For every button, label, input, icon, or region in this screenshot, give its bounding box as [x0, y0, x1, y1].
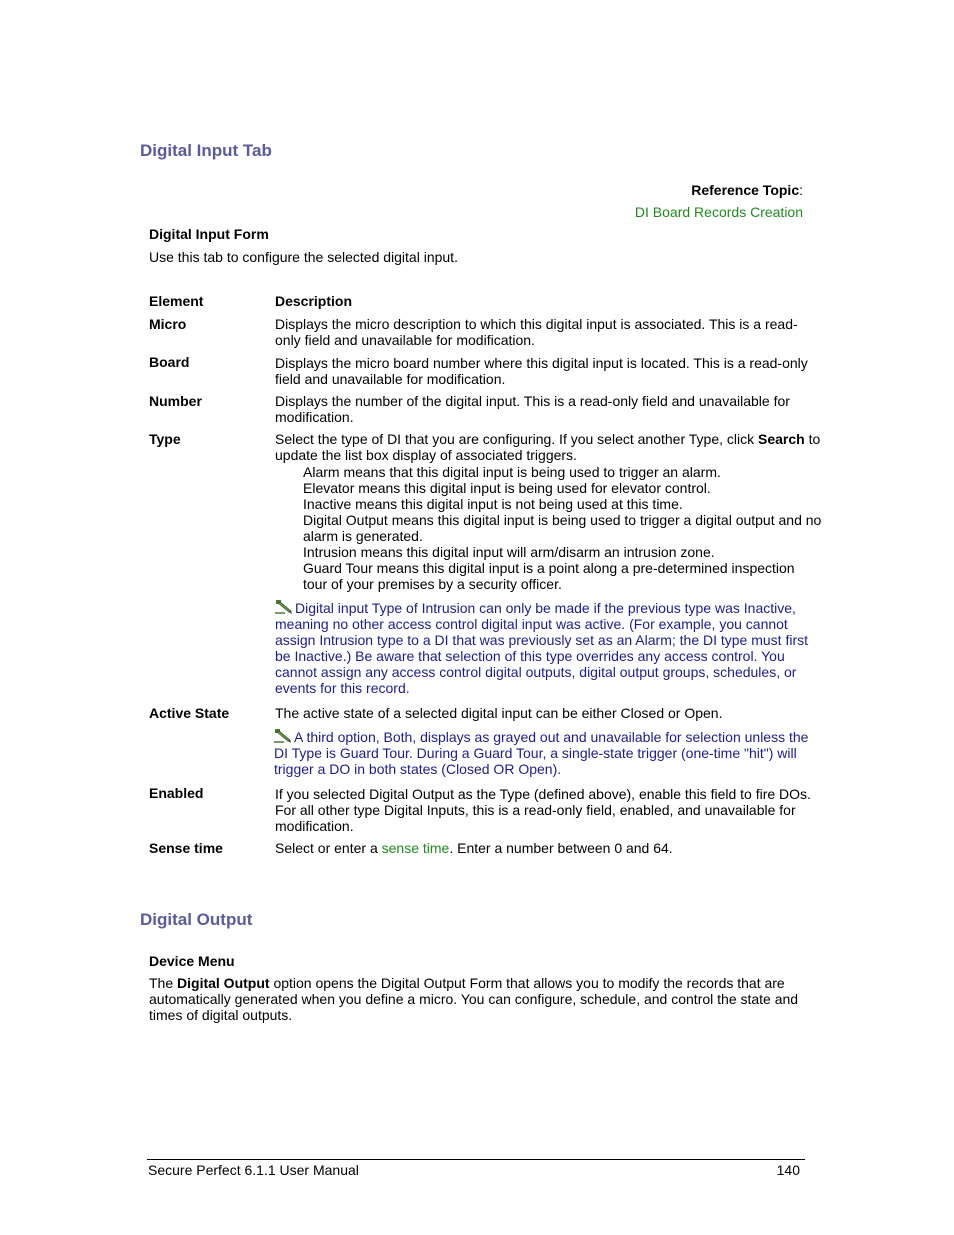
para-text: The: [149, 975, 178, 991]
desc-line: Displays the number of the digital input. This is a read-only field and unavailable for: [275, 393, 790, 409]
col-header-element: Element: [149, 293, 204, 309]
footer-page-number: 140: [776, 1162, 800, 1178]
desc-text: Select the type of DI that you are configuring. If you select another Type, click: [275, 431, 759, 447]
note-intrusion: [275, 599, 808, 696]
element-number: Number: [149, 393, 202, 409]
footer-divider: [147, 1159, 805, 1160]
digital-output-paragraph: [149, 975, 798, 1023]
desc-line: If you selected Digital Output as the Type (defined above), enable this field to fire DOs.: [275, 786, 811, 802]
note-line: assign Intrusion type to a DI that was previously set as an Alarm; the DI type must first: [275, 632, 809, 648]
desc-line: modification.: [275, 409, 354, 425]
note-line: events for this record.: [275, 680, 410, 696]
reference-topic-label: [691, 182, 803, 198]
note-active-state: [274, 728, 808, 777]
digital-output-keyword: Digital Output: [177, 975, 270, 991]
desc-text: Select or enter a: [275, 840, 382, 856]
intro-text: Use this tab to configure the selected digital input.: [149, 249, 458, 265]
element-enabled: Enabled: [149, 785, 204, 801]
element-sense-time: Sense time: [149, 840, 223, 856]
desc-number: [275, 393, 790, 425]
note-line: be Inactive.) Be aware that selection of this type overrides any access control. You: [275, 648, 785, 664]
note-text: A third option, Both, displays as grayed out and unavailable for selection unless the: [294, 729, 809, 745]
desc-text: to: [804, 431, 821, 447]
footer-manual-title: Secure Perfect 6.1.1 User Manual: [148, 1162, 359, 1178]
section-title-digital-input-tab: Digital Input Tab: [140, 141, 272, 160]
desc-line: only field and unavailable for modification.: [275, 332, 535, 348]
desc-micro: [275, 316, 798, 348]
type-option: alarm is generated.: [303, 528, 423, 544]
reference-colon: :: [799, 182, 803, 198]
reference-label: Reference Topic: [691, 182, 800, 198]
device-menu-heading: Device Menu: [149, 953, 235, 969]
desc-line: For all other type Digital Inputs, this is a read-only field, enabled, and unavailable for: [275, 802, 796, 818]
type-option: Guard Tour means this digital input is a point along a pre-determined inspection: [303, 560, 795, 576]
section-title-digital-output: Digital Output: [140, 910, 253, 929]
form-heading: Digital Input Form: [149, 226, 269, 242]
para-text: option opens the Digital Output Form that allows you to modify the records that are: [269, 975, 785, 991]
col-header-description: Description: [275, 293, 353, 309]
desc-line: Displays the micro description to which this digital input is associated. This is a read-: [275, 316, 798, 332]
desc-enabled: [275, 786, 811, 834]
element-micro: Micro: [149, 316, 187, 332]
note-line: cannot assign any access control digital outputs, digital output groups, schedules, or: [275, 664, 797, 680]
reference-link[interactable]: DI Board Records Creation: [634, 204, 803, 220]
desc-line: Displays the micro board number where this digital input is located. This is a read-only: [275, 355, 808, 371]
desc-type: [275, 431, 820, 463]
desc-sense-time: [275, 840, 673, 856]
search-keyword: Search: [758, 431, 805, 447]
desc-line: field and unavailable for modification.: [275, 371, 506, 387]
note-pencil-icon: [274, 728, 292, 744]
sense-time-link[interactable]: sense time: [381, 840, 450, 856]
type-option: tour of your premises by a security officer.: [303, 576, 562, 592]
note-line: [275, 599, 808, 616]
desc-text: . Enter a number between 0 and 64.: [449, 840, 673, 856]
note-line: DI Type is Guard Tour. During a Guard Tour, a single-state trigger (one-time "hit") will: [274, 745, 797, 761]
element-board: Board: [149, 354, 190, 370]
desc-board: [275, 355, 808, 387]
type-option: Elevator means this digital input is being used for elevator control.: [303, 480, 711, 496]
type-option: Inactive means this digital input is not being used at this time.: [303, 496, 683, 512]
note-pencil-icon: [275, 599, 293, 615]
type-option: Alarm means that this digital input is being used to trigger an alarm.: [303, 464, 721, 480]
type-options-list: [303, 464, 821, 592]
type-option: Digital Output means this digital input is being used to trigger a digital output and no: [303, 512, 822, 528]
note-line: trigger a DO in both states (Closed OR Open).: [274, 761, 562, 777]
note-line: [274, 728, 808, 745]
desc-line: [275, 431, 820, 447]
desc-active-state: The active state of a selected digital input can be either Closed or Open.: [275, 705, 723, 721]
desc-line: update the list box display of associated triggers.: [275, 447, 577, 463]
element-type: Type: [149, 431, 181, 447]
note-text: Digital input Type of Intrusion can only be made if the previous type was Inactive,: [295, 600, 796, 616]
para-line: times of digital outputs.: [149, 1007, 293, 1023]
type-option: Intrusion means this digital input will arm/disarm an intrusion zone.: [303, 544, 715, 560]
note-line: meaning no other access control digital input was active. (For example, you cannot: [275, 616, 788, 632]
desc-line: modification.: [275, 818, 354, 834]
para-line: automatically generated when you define a micro. You can configure, schedule, and control the state and: [149, 991, 799, 1007]
element-active-state: Active State: [149, 705, 230, 721]
para-line: [149, 975, 798, 991]
